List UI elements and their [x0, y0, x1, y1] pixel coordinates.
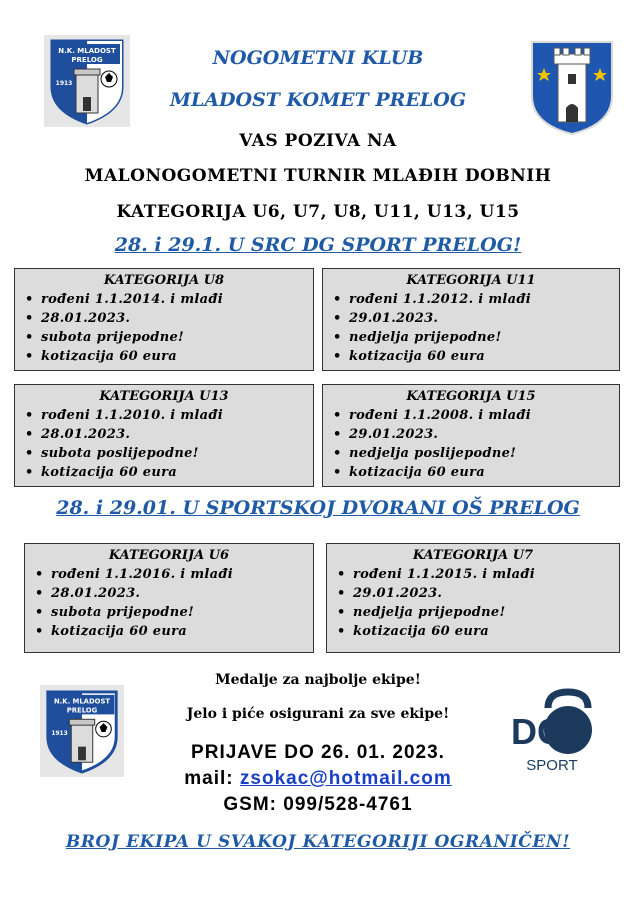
sponsor-logo — [508, 688, 598, 778]
category-box-u13 — [14, 384, 314, 487]
category-date: • 28.01.2023. — [51, 584, 305, 603]
category-fee: • kotizacija 60 eura — [51, 622, 305, 641]
category-title: KATEGORIJA U11 — [406, 273, 536, 288]
category-fee: • kotizacija 60 eura — [349, 347, 611, 366]
header-club-name: MLADOST KOMET PRELOG — [169, 89, 467, 111]
gsm-text: GSM: 099/528-4761 — [223, 794, 413, 815]
kettlebell-icon — [508, 688, 598, 778]
category-box-u15 — [322, 384, 620, 487]
category-box-u11 — [322, 268, 620, 371]
venue1-heading: 28. i 29.1. U SRC DG SPORT PRELOG! — [114, 234, 522, 256]
category-box-u6 — [24, 543, 314, 653]
category-time: • nedjelja prijepodne! — [349, 328, 611, 347]
club-logo-sub-text: PRELOG — [66, 706, 98, 715]
category-date: • 29.01.2023. — [349, 309, 611, 328]
category-fee: • kotizacija 60 eura — [353, 622, 611, 641]
category-birth: • rođeni 1.1.2016. i mlađi — [51, 565, 305, 584]
club-logo-sub-text: PRELOG — [71, 56, 103, 64]
category-birth: • rođeni 1.1.2010. i mlađi — [41, 406, 305, 425]
category-birth: • rođeni 1.1.2012. i mlađi — [349, 290, 611, 309]
category-birth: • rođeni 1.1.2008. i mlađi — [349, 406, 611, 425]
category-title: KATEGORIJA U8 — [103, 273, 225, 288]
category-title: KATEGORIJA U6 — [108, 548, 230, 563]
category-date: • 29.01.2023. — [349, 425, 611, 444]
header-tournament: MALONOGOMETNI TURNIR MLAĐIH DOBNIH — [84, 166, 552, 186]
category-birth: • rođeni 1.1.2015. i mlađi — [353, 565, 611, 584]
category-fee: • kotizacija 60 eura — [349, 463, 611, 482]
header-categories: KATEGORIJA U6, U7, U8, U11, U13, U15 — [116, 202, 520, 222]
category-birth: • rođeni 1.1.2014. i mlađi — [41, 290, 305, 309]
category-box-u7 — [326, 543, 620, 653]
footer-note: BROJ EKIPA U SVAKOJ KATEGORIJI OGRANIČEN! — [65, 832, 571, 852]
medals-text: Medalje za najbolje ekipe! — [215, 672, 421, 688]
header-club-type: NOGOMETNI KLUB — [212, 47, 424, 69]
deadline-text: PRIJAVE DO 26. 01. 2023. — [191, 742, 445, 763]
category-time: • subota poslijepodne! — [41, 444, 305, 463]
category-date: • 28.01.2023. — [41, 425, 305, 444]
category-box-u8 — [14, 268, 314, 371]
category-title: KATEGORIJA U15 — [406, 389, 536, 404]
category-time: • nedjelja prijepodne! — [353, 603, 611, 622]
category-fee: • kotizacija 60 eura — [41, 347, 305, 366]
sponsor-letters: DG — [511, 711, 565, 752]
club-logo-top-text: N.K. MLADOST — [58, 47, 116, 55]
category-fee: • kotizacija 60 eura — [41, 463, 305, 482]
category-time: • subota prijepodne! — [51, 603, 305, 622]
club-logo-year: 1913 — [55, 80, 73, 87]
venue2-heading: 28. i 29.01. U SPORTSKOJ DVORANI OŠ PRELOG — [56, 497, 580, 519]
club-logo-year: 1913 — [51, 730, 68, 737]
category-time: • nedjelja poslijepodne! — [349, 444, 611, 463]
category-time: • subota prijepodne! — [41, 328, 305, 347]
category-date: • 28.01.2023. — [41, 309, 305, 328]
category-date: • 29.01.2023. — [353, 584, 611, 603]
food-text: Jelo i piće osigurani za sve ekipe! — [186, 706, 450, 722]
category-title: KATEGORIJA U13 — [99, 389, 229, 404]
club-logo-top-text: N.K. MLADOST — [53, 697, 111, 706]
mail-label: mail: — [184, 768, 234, 789]
mail-link[interactable]: zsokac@hotmail.com — [239, 768, 452, 789]
header-invite: VAS POZIVA NA — [239, 131, 397, 151]
sponsor-word: SPORT — [526, 757, 578, 774]
category-title: KATEGORIJA U7 — [412, 548, 534, 563]
